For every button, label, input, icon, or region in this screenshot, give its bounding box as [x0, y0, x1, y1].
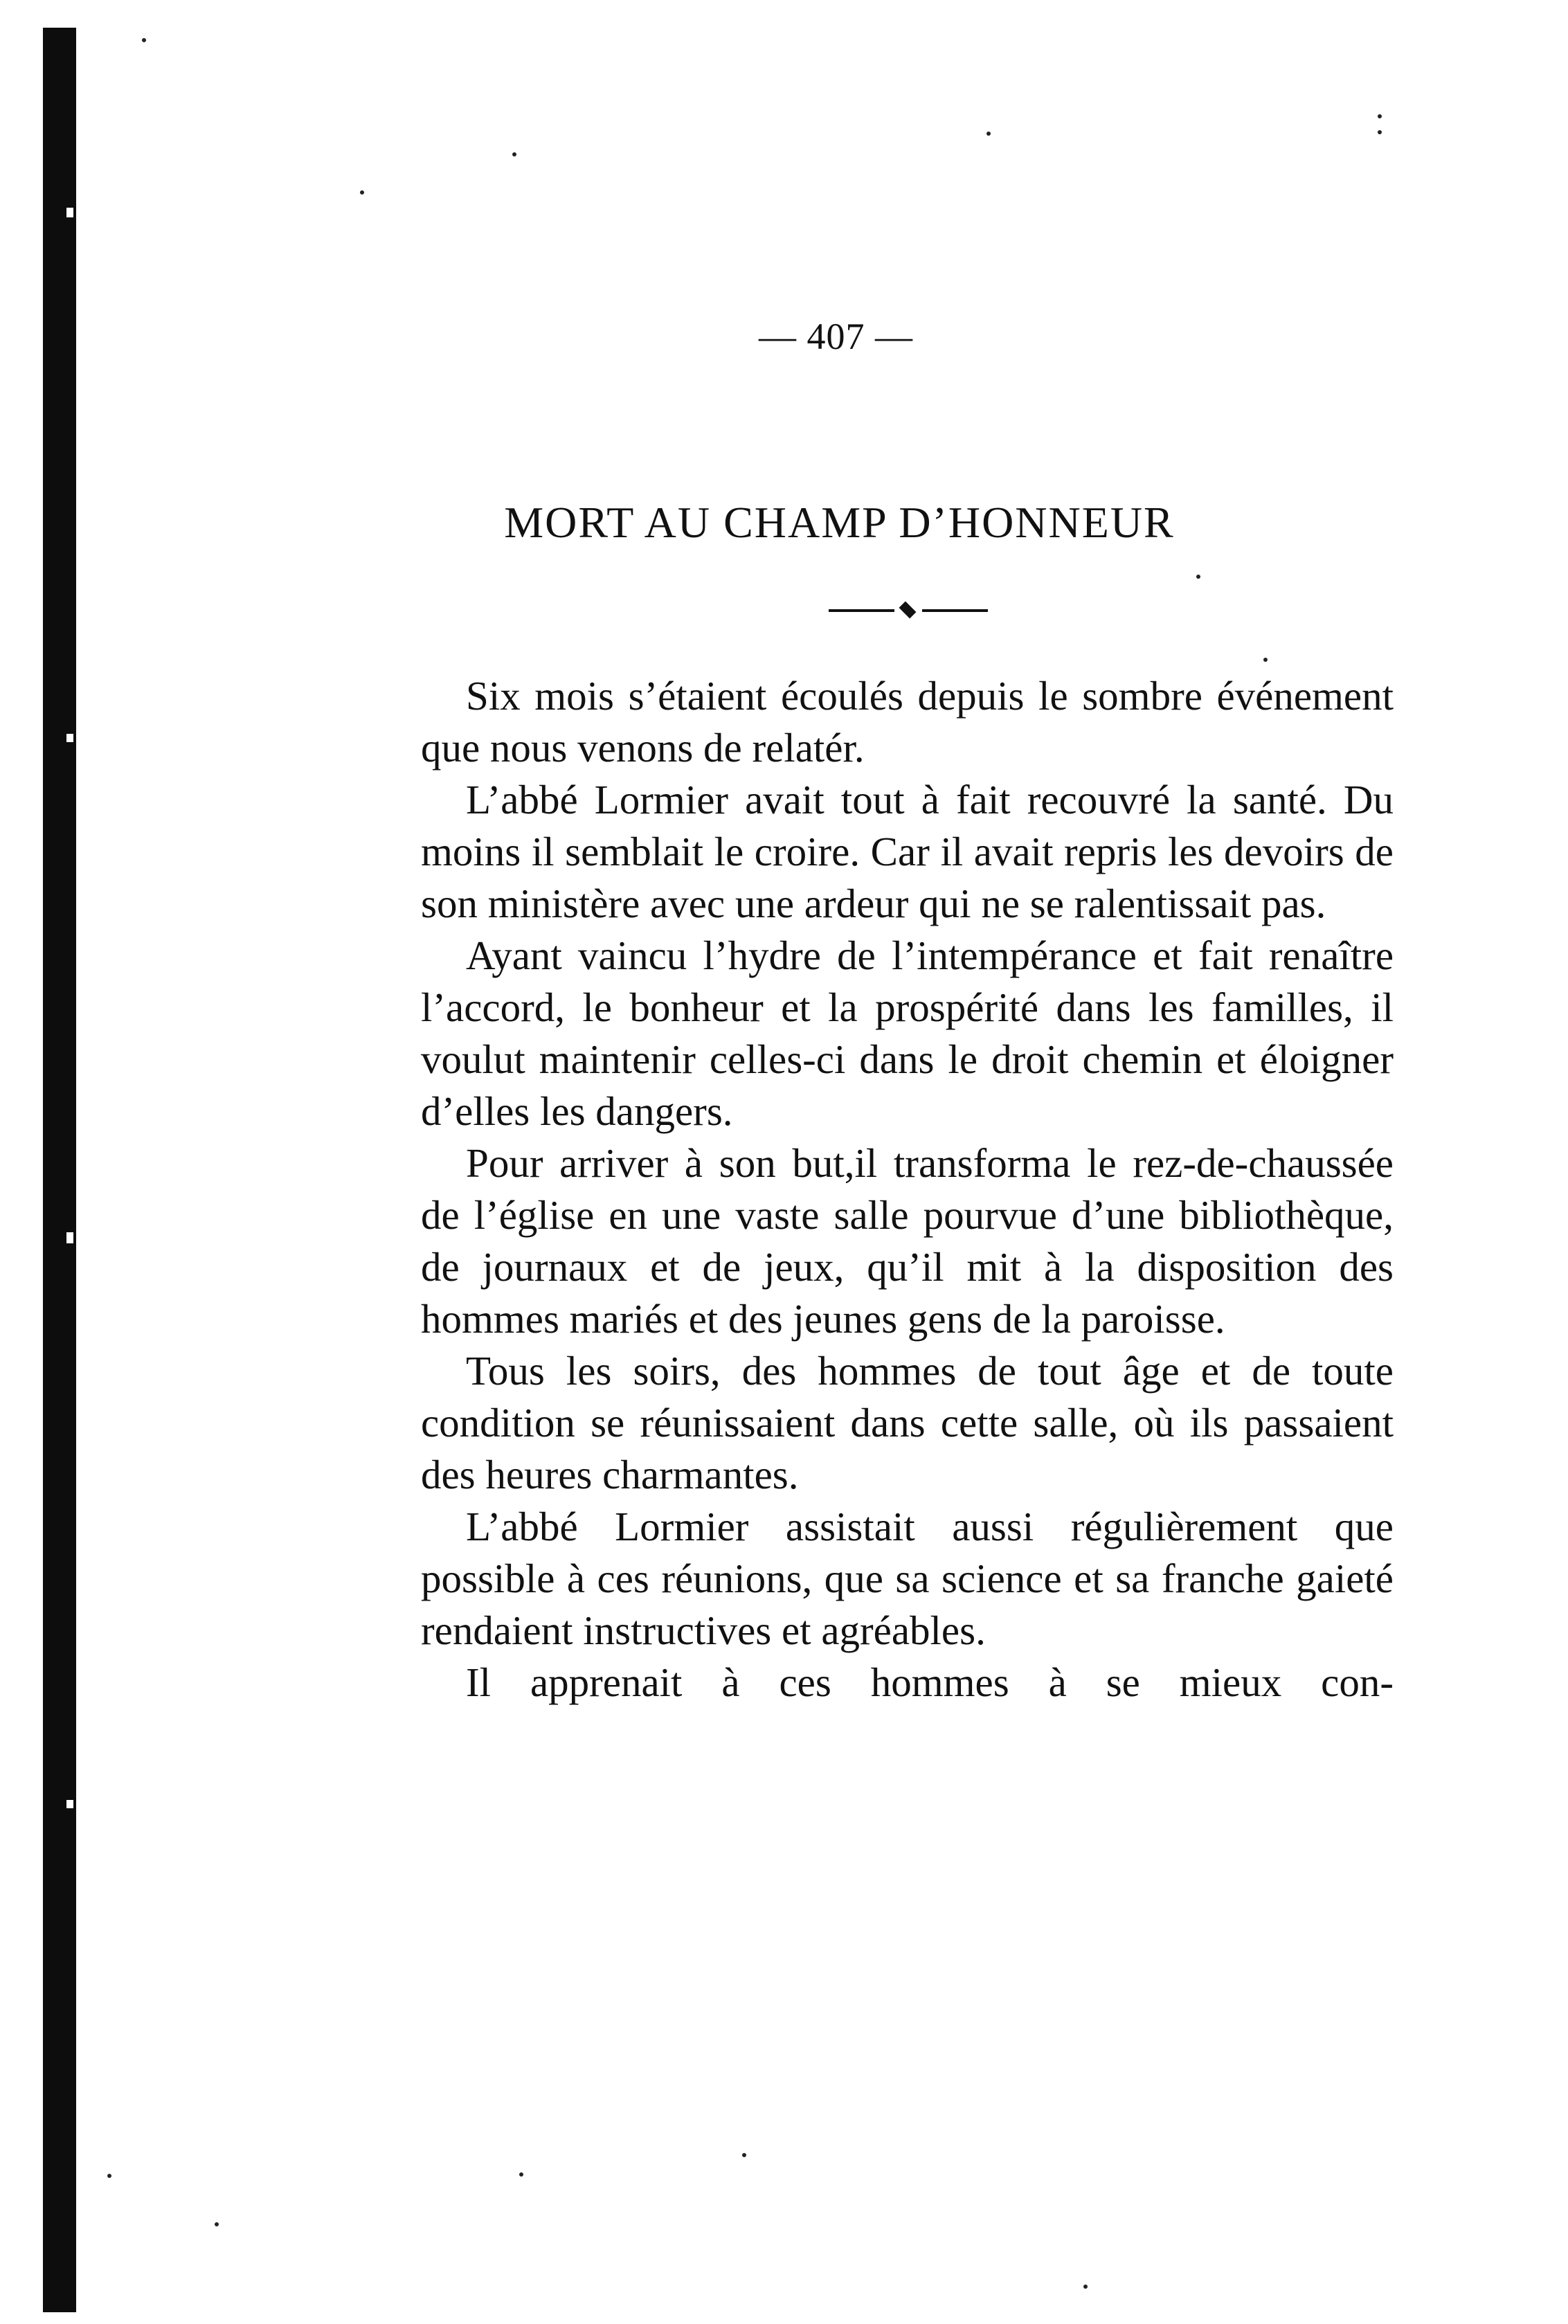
print-speck [1378, 114, 1382, 118]
print-speck [1378, 130, 1382, 134]
binding-notch [66, 208, 73, 217]
paragraph: Ayant vaincu l’hydre de l’intempérance et fait renaître l’accord, le bonheur et la prospérité dans les familles, il voulut maintenir celles-ci dans le droit chemin et éloigner d’elles les dangers. [421, 933, 1394, 1134]
title-ornament-divider [829, 602, 988, 619]
paragraph: Six mois s’étaient écoulés depuis le sombre événement que nous venons de relatér. [421, 673, 1394, 771]
print-speck [215, 2222, 219, 2226]
print-speck [1083, 2285, 1088, 2289]
paragraph: L’abbé Lormier assistait aussi régulièrement que possible à ces réunions, que sa science et sa franche gaieté rendaient instructives et agréables. [421, 1504, 1394, 1653]
print-speck [142, 38, 146, 42]
chapter-title: MORT AU CHAMP D’HONNEUR [504, 498, 1175, 547]
print-speck [1196, 575, 1200, 579]
print-speck [512, 152, 516, 156]
print-speck [742, 2153, 746, 2157]
print-speck [519, 2172, 523, 2177]
paragraph: Il apprenait à ces hommes à se mieux con- [466, 1659, 1394, 1705]
page-number: — 407 — [759, 316, 913, 357]
binding-notch [66, 1232, 73, 1243]
print-speck [107, 2174, 111, 2178]
print-speck [986, 132, 991, 136]
body-text [421, 670, 1394, 1709]
paragraph: Tous les soirs, des hommes de tout âge et de toute condition se réunissaient dans cette salle, où ils passaient des heures charmantes. [421, 1348, 1394, 1497]
print-speck [1263, 658, 1268, 662]
print-speck [360, 190, 364, 195]
page-binding-edge [43, 28, 76, 2312]
binding-notch [66, 1800, 73, 1808]
binding-notch [66, 734, 73, 742]
paragraph: L’abbé Lormier avait tout à fait recouvré la santé. Du moins il semblait le croire. Car il avait repris les devoirs de son ministère avec une ardeur qui ne se ralentissait pas. [421, 777, 1394, 926]
paragraph: Pour arriver à son but,il transforma le rez-de-chaussée de l’église en une vaste salle pourvue d’une bibliothèque, de journaux et de jeux, qu’il mit à la disposition des hommes mariés et des jeunes gens de la paroisse. [421, 1140, 1394, 1342]
